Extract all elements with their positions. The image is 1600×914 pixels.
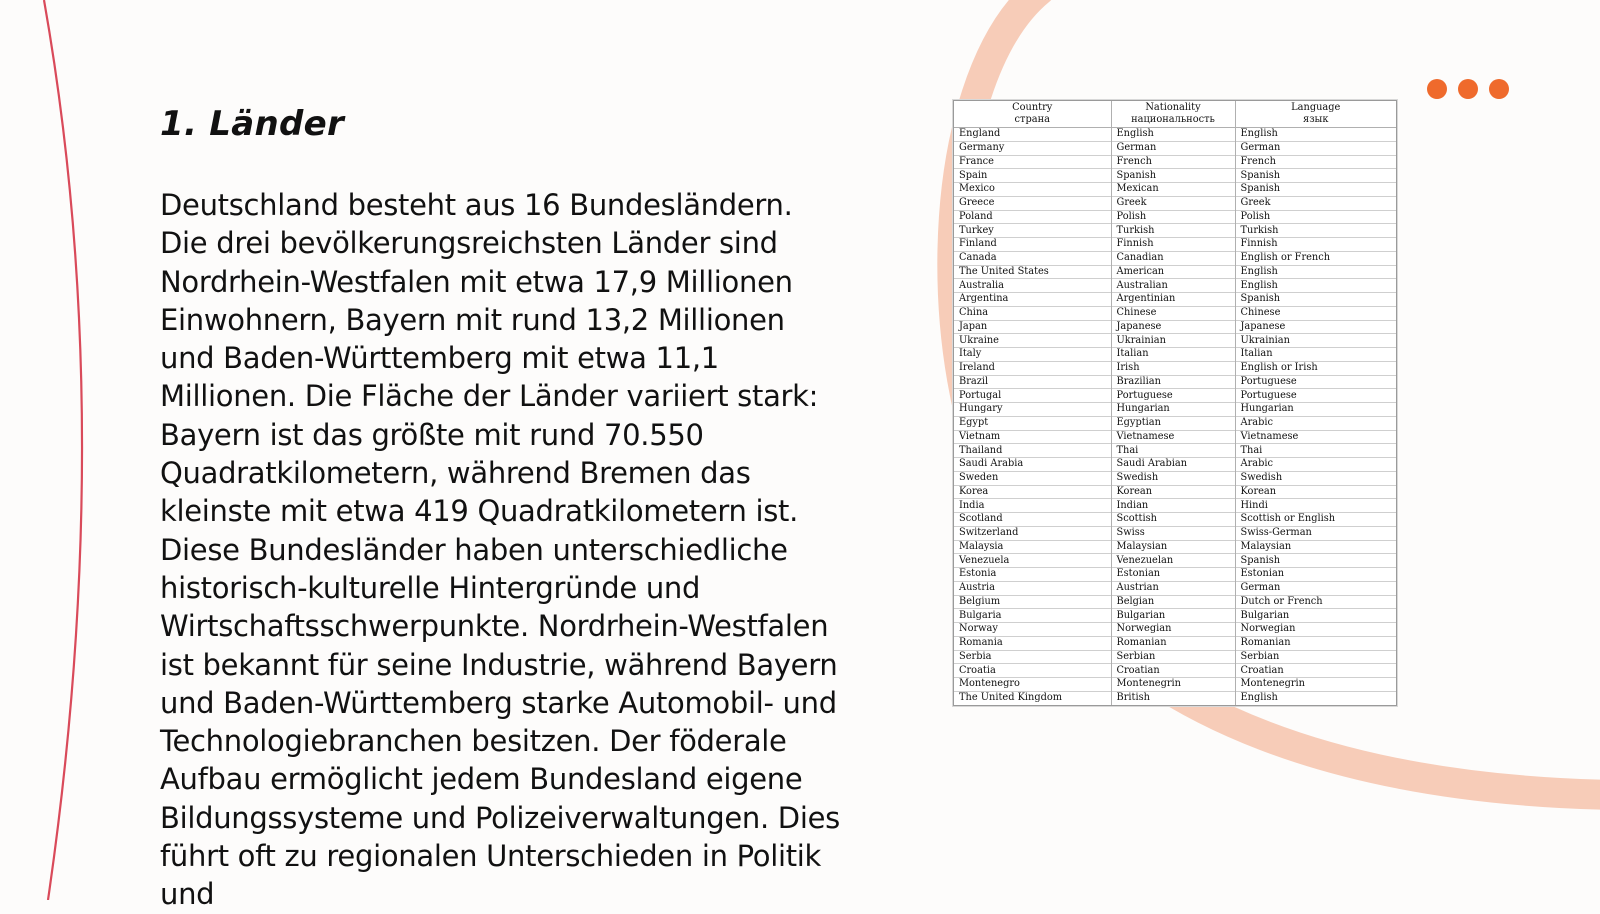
table-row <box>954 691 1396 704</box>
cell-country: Poland <box>954 210 1111 224</box>
table-row <box>954 499 1396 513</box>
cell-country: Finland <box>954 238 1111 252</box>
cell-language: Chinese <box>1235 306 1396 320</box>
cell-country: Scotland <box>954 513 1111 527</box>
cell-country: Japan <box>954 320 1111 334</box>
table-row <box>954 458 1396 472</box>
cell-country: Germany <box>954 141 1111 155</box>
cell-nationality: Mexican <box>1111 183 1235 197</box>
cell-language: Romanian <box>1235 636 1396 650</box>
table-row <box>954 568 1396 582</box>
cell-language: Arabic <box>1235 458 1396 472</box>
table-row <box>954 293 1396 307</box>
cell-country: China <box>954 306 1111 320</box>
column-header-country <box>954 101 1111 128</box>
cell-country: Brazil <box>954 375 1111 389</box>
cell-nationality: Italian <box>1111 348 1235 362</box>
cell-nationality: Finnish <box>1111 238 1235 252</box>
table-row <box>954 348 1396 362</box>
cell-country: Portugal <box>954 389 1111 403</box>
cell-country: Egypt <box>954 416 1111 430</box>
cell-nationality: Norwegian <box>1111 623 1235 637</box>
header-label: Nationality <box>1145 102 1201 113</box>
table-row <box>954 664 1396 678</box>
cell-country: Estonia <box>954 568 1111 582</box>
table-row <box>954 128 1396 142</box>
cell-language: Japanese <box>1235 320 1396 334</box>
cell-country: Belgium <box>954 595 1111 609</box>
table-row <box>954 210 1396 224</box>
table-header-row <box>954 101 1396 128</box>
cell-nationality: Argentinian <box>1111 293 1235 307</box>
cell-language: Swedish <box>1235 471 1396 485</box>
column-header-nationality <box>1111 101 1235 128</box>
cell-language: Spanish <box>1235 293 1396 307</box>
cell-nationality: Belgian <box>1111 595 1235 609</box>
cell-nationality: Thai <box>1111 444 1235 458</box>
cell-nationality: Venezuelan <box>1111 554 1235 568</box>
cell-nationality: Croatian <box>1111 664 1235 678</box>
cell-country: Thailand <box>954 444 1111 458</box>
cell-country: Hungary <box>954 403 1111 417</box>
cell-language: Scottish or English <box>1235 513 1396 527</box>
cell-language: Arabic <box>1235 416 1396 430</box>
table-row <box>954 320 1396 334</box>
column-header-language <box>1235 101 1396 128</box>
table-row <box>954 155 1396 169</box>
cell-language: Polish <box>1235 210 1396 224</box>
cell-language: Hindi <box>1235 499 1396 513</box>
table-row <box>954 609 1396 623</box>
cell-country: India <box>954 499 1111 513</box>
cell-language: Dutch or French <box>1235 595 1396 609</box>
cell-nationality: German <box>1111 141 1235 155</box>
cell-country: Venezuela <box>954 554 1111 568</box>
header-sublabel: язык <box>1303 114 1329 125</box>
cell-nationality: Romanian <box>1111 636 1235 650</box>
table-row <box>954 471 1396 485</box>
cell-nationality: Irish <box>1111 361 1235 375</box>
table-row <box>954 485 1396 499</box>
cell-language: Turkish <box>1235 224 1396 238</box>
cell-country: Italy <box>954 348 1111 362</box>
cell-nationality: Austrian <box>1111 581 1235 595</box>
cell-country: Croatia <box>954 664 1111 678</box>
cell-country: Austria <box>954 581 1111 595</box>
table-row <box>954 678 1396 692</box>
cell-language: Ukrainian <box>1235 334 1396 348</box>
cell-language: Swiss-German <box>1235 526 1396 540</box>
cell-nationality: Brazilian <box>1111 375 1235 389</box>
cell-country: Canada <box>954 251 1111 265</box>
table-row <box>954 403 1396 417</box>
table-row <box>954 334 1396 348</box>
cell-nationality: Swiss <box>1111 526 1235 540</box>
cell-country: Vietnam <box>954 430 1111 444</box>
cell-language: English <box>1235 128 1396 142</box>
cell-country: Saudi Arabia <box>954 458 1111 472</box>
slide-title: 1. Länder <box>160 104 345 144</box>
table-row <box>954 430 1396 444</box>
dot-icon <box>1489 79 1509 99</box>
slide-body-text: Deutschland besteht aus 16 Bundesländern. Die drei bevölkerungsreichsten Länder sind Nordrhein-Westfalen mit etwa 17,9 Millionen Einwohnern, Bayern mit rund 13,2 Millionen und Baden-Württemberg mit etwa 11,1 Millionen. Die Fläche der Länder variiert stark: Bayern ist das größte mit rund 70.550 Quadratkilometern, während Bremen das kleinste mit etwa 419 Quadratkilometern ist. Diese Bundesländer haben unterschiedliche historisch-kulturelle Hintergründe und Wirtschaftsschwerpunkte. Nordrhein-Westfalen ist bekannt für seine Industrie, während Bayern und Baden-Württemberg starke Automobil- und Technologiebranchen besitzen. Der föderale Aufbau ermöglicht jedem Bundesland eigene Bildungssysteme und Polizeiverwaltungen. Dies führt oft zu regionalen Unterschieden in Politik und <box>160 188 840 912</box>
cell-country: France <box>954 155 1111 169</box>
cell-language: Montenegrin <box>1235 678 1396 692</box>
cell-country: Spain <box>954 169 1111 183</box>
cell-language: Spanish <box>1235 183 1396 197</box>
table-row <box>954 251 1396 265</box>
table-row <box>954 416 1396 430</box>
cell-language: English or French <box>1235 251 1396 265</box>
cell-language: Hungarian <box>1235 403 1396 417</box>
cell-nationality: Hungarian <box>1111 403 1235 417</box>
cell-language: Korean <box>1235 485 1396 499</box>
cell-nationality: American <box>1111 265 1235 279</box>
cell-language: Italian <box>1235 348 1396 362</box>
cell-country: England <box>954 128 1111 142</box>
cell-nationality: Ukrainian <box>1111 334 1235 348</box>
cell-country: Serbia <box>954 650 1111 664</box>
cell-nationality: Saudi Arabian <box>1111 458 1235 472</box>
cell-country: Mexico <box>954 183 1111 197</box>
cell-nationality: English <box>1111 128 1235 142</box>
header-label: Language <box>1291 102 1341 113</box>
cell-language: English <box>1235 265 1396 279</box>
cell-nationality: Bulgarian <box>1111 609 1235 623</box>
cell-language: Greek <box>1235 196 1396 210</box>
header-sublabel: национальность <box>1131 114 1215 125</box>
cell-language: German <box>1235 141 1396 155</box>
table-row <box>954 389 1396 403</box>
cell-nationality: Japanese <box>1111 320 1235 334</box>
table-row <box>954 196 1396 210</box>
cell-language: Vietnamese <box>1235 430 1396 444</box>
cell-language: Malaysian <box>1235 540 1396 554</box>
cell-nationality: Egyptian <box>1111 416 1235 430</box>
left-accent-curve <box>44 0 82 900</box>
cell-language: Thai <box>1235 444 1396 458</box>
cell-nationality: Canadian <box>1111 251 1235 265</box>
cell-language: English <box>1235 691 1396 704</box>
cell-country: Norway <box>954 623 1111 637</box>
cell-language: Portuguese <box>1235 375 1396 389</box>
table-row <box>954 595 1396 609</box>
cell-country: The United Kingdom <box>954 691 1111 704</box>
table-row <box>954 141 1396 155</box>
cell-country: Greece <box>954 196 1111 210</box>
table-row <box>954 444 1396 458</box>
vocabulary-table-image <box>953 100 1397 706</box>
country-nationality-language-table <box>954 101 1396 705</box>
cell-country: Malaysia <box>954 540 1111 554</box>
table-row <box>954 623 1396 637</box>
cell-country: Romania <box>954 636 1111 650</box>
table-row <box>954 224 1396 238</box>
table-body <box>954 128 1396 705</box>
cell-country: Ukraine <box>954 334 1111 348</box>
cell-country: Turkey <box>954 224 1111 238</box>
header-label: Country <box>1012 102 1053 113</box>
cell-language: Spanish <box>1235 554 1396 568</box>
cell-language: Spanish <box>1235 169 1396 183</box>
cell-nationality: Indian <box>1111 499 1235 513</box>
cell-nationality: Portuguese <box>1111 389 1235 403</box>
cell-country: Switzerland <box>954 526 1111 540</box>
cell-nationality: Swedish <box>1111 471 1235 485</box>
cell-language: French <box>1235 155 1396 169</box>
cell-country: Korea <box>954 485 1111 499</box>
more-options-icon[interactable] <box>1427 79 1509 99</box>
dot-icon <box>1458 79 1478 99</box>
cell-nationality: Serbian <box>1111 650 1235 664</box>
table-row <box>954 361 1396 375</box>
cell-language: Croatian <box>1235 664 1396 678</box>
table-row <box>954 183 1396 197</box>
table-row <box>954 265 1396 279</box>
table-row <box>954 306 1396 320</box>
cell-nationality: Montenegrin <box>1111 678 1235 692</box>
cell-country: Montenegro <box>954 678 1111 692</box>
table-row <box>954 554 1396 568</box>
cell-nationality: Turkish <box>1111 224 1235 238</box>
cell-country: The United States <box>954 265 1111 279</box>
table-row <box>954 636 1396 650</box>
table-row <box>954 375 1396 389</box>
cell-nationality: Greek <box>1111 196 1235 210</box>
table-row <box>954 513 1396 527</box>
table-row <box>954 650 1396 664</box>
cell-language: Portuguese <box>1235 389 1396 403</box>
cell-country: Ireland <box>954 361 1111 375</box>
cell-nationality: Polish <box>1111 210 1235 224</box>
cell-language: Norwegian <box>1235 623 1396 637</box>
cell-country: Sweden <box>954 471 1111 485</box>
cell-nationality: Vietnamese <box>1111 430 1235 444</box>
cell-nationality: Korean <box>1111 485 1235 499</box>
cell-language: German <box>1235 581 1396 595</box>
cell-nationality: Chinese <box>1111 306 1235 320</box>
table-row <box>954 279 1396 293</box>
cell-nationality: Scottish <box>1111 513 1235 527</box>
cell-nationality: French <box>1111 155 1235 169</box>
table-row <box>954 169 1396 183</box>
header-sublabel: страна <box>1014 114 1050 125</box>
table-row <box>954 526 1396 540</box>
cell-nationality: Estonian <box>1111 568 1235 582</box>
cell-country: Bulgaria <box>954 609 1111 623</box>
cell-language: Bulgarian <box>1235 609 1396 623</box>
cell-language: Finnish <box>1235 238 1396 252</box>
cell-language: English <box>1235 279 1396 293</box>
cell-nationality: British <box>1111 691 1235 704</box>
cell-language: Estonian <box>1235 568 1396 582</box>
cell-nationality: Spanish <box>1111 169 1235 183</box>
cell-country: Australia <box>954 279 1111 293</box>
cell-language: Serbian <box>1235 650 1396 664</box>
cell-nationality: Malaysian <box>1111 540 1235 554</box>
cell-nationality: Australian <box>1111 279 1235 293</box>
cell-country: Argentina <box>954 293 1111 307</box>
table-row <box>954 540 1396 554</box>
dot-icon <box>1427 79 1447 99</box>
table-row <box>954 238 1396 252</box>
table-row <box>954 581 1396 595</box>
cell-language: English or Irish <box>1235 361 1396 375</box>
